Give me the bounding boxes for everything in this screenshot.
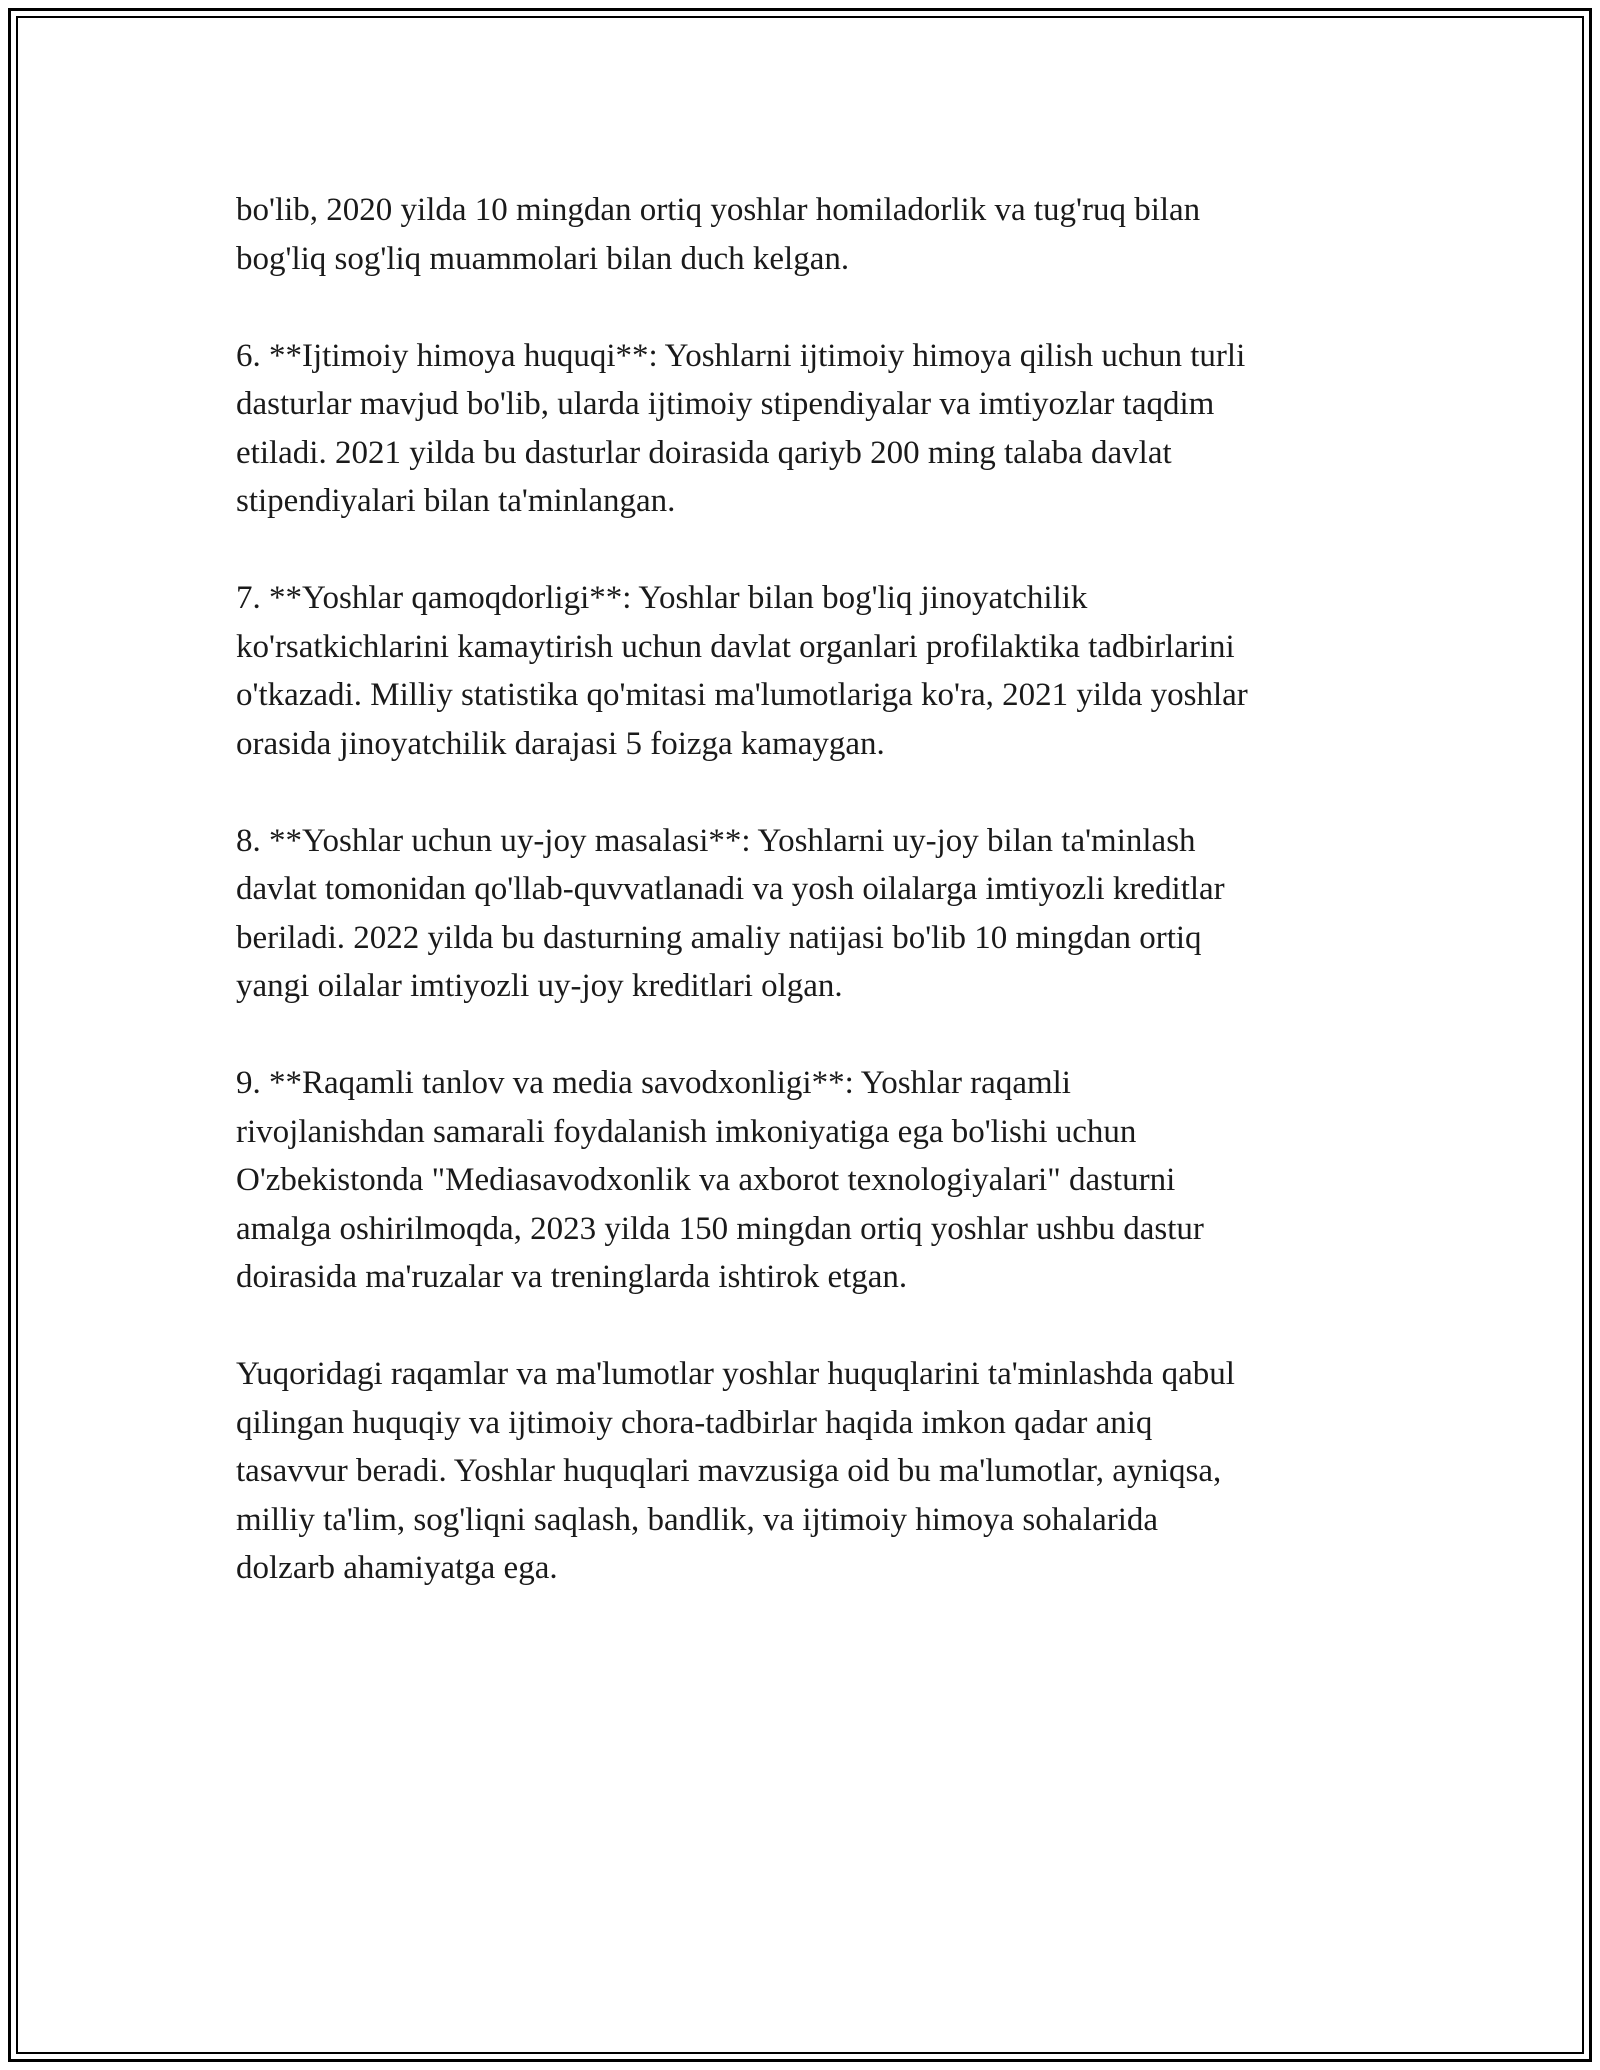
list-item-7-youth-crime: 7. **Yoshlar qamoqdorligi**: Yoshlar bilan bog'liq jinoyatchilik ko'rsatkichlarini kamaytirish uchun davlat organlari profilaktika tadbirlarini o'tkazadi. Milliy statistika qo'mitasi ma'lumotlariga ko'ra, 2021 yilda yoshlar orasida jinoyatchilik darajasi 5 foizga kamaygan. [236, 580, 1248, 762]
list-item-8-youth-housing: 8. **Yoshlar uchun uy-joy masalasi**: Yoshlarni uy-joy bilan ta'minlash davlat tomonidan qo'llab-quvvatlanadi va yosh oilalarga imtiyozli kreditlar beriladi. 2022 yilda bu dasturning amaliy natijasi bo'lib 10 mingdan ortiq yangi oilalar imtiyozli uy-joy kreditlari olgan. [236, 822, 1225, 1004]
list-item-9-digital-media-literacy: 9. **Raqamli tanlov va media savodxonligi**: Yoshlar raqamli rivojlanishdan samarali foydalanish imkoniyatiga ega bo'lishi uchun O'zbekistonda "Mediasavodxonlik va axborot texnologiyalari" dasturni amalga oshirilmoqda, 2023 yilda 150 mingdan ortiq yoshlar ushbu dastur doirasida ma'ruzalar va treninglarda ishtirok etgan. [236, 1065, 1204, 1295]
paragraph-continuation: bo'lib, 2020 yilda 10 mingdan ortiq yoshlar homiladorlik va tug'ruq bilan bog'liq sog'liq muammolari bilan duch kelgan. [236, 192, 1201, 277]
document-body [236, 186, 1376, 1641]
conclusion-paragraph: Yuqoridagi raqamlar va ma'lumotlar yoshlar huquqlarini ta'minlashda qabul qilingan huquqiy va ijtimoiy chora-tadbirlar haqida imkon qadar aniq tasavvur beradi. Yoshlar huquqlari mavzusiga oid bu ma'lumotlar, ayniqsa, milliy ta'lim, sog'liqni saqlash, bandlik, va ijtimoiy himoya sohalarida dolzarb ahamiyatga ega. [236, 1356, 1235, 1586]
list-item-6-social-protection: 6. **Ijtimoiy himoya huquqi**: Yoshlarni ijtimoiy himoya qilish uchun turli dasturlar mavjud bo'lib, ularda ijtimoiy stipendiyalar va imtiyozlar taqdim etiladi. 2021 yilda bu dasturlar doirasida qariyb 200 ming talaba davlat stipendiyalari bilan ta'minlangan. [236, 337, 1246, 519]
